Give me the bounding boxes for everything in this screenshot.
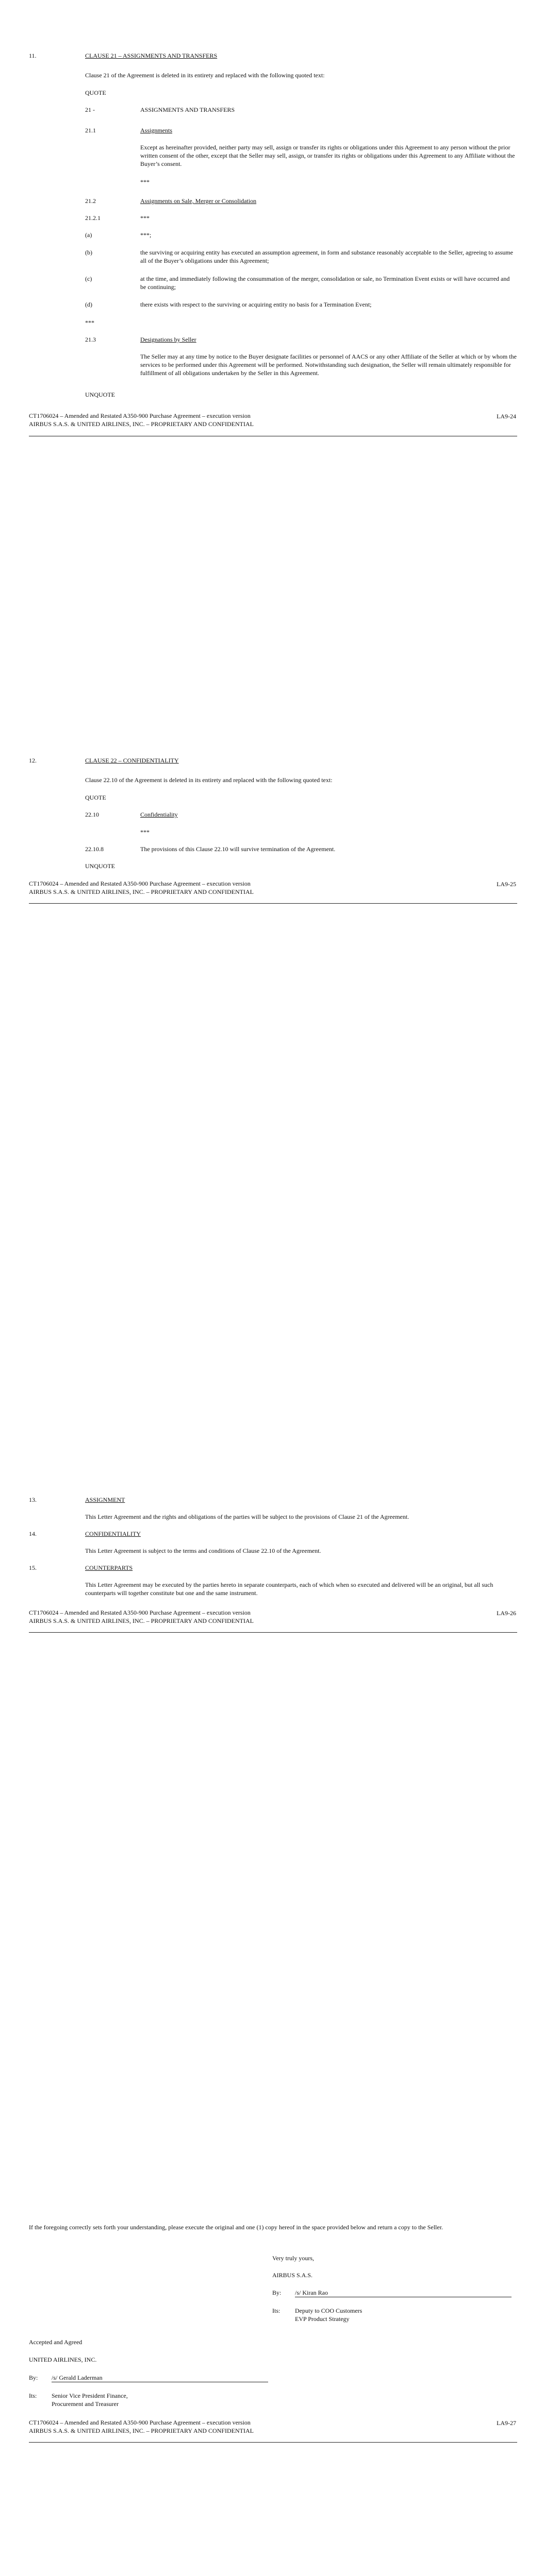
item-text: the surviving or acquiring entity has executed an assumption agreement, in form and substance reasonably acceptable to the Seller, agreeing to assume all of the Buyer’s obligations under this Agreement; [140,249,513,265]
intro-text: Clause 21 of the Agreement is deleted in its entirety and replaced with the following quoted text: [85,72,325,79]
section-text: This Letter Agreement and the rights and obligations of the parties will be subject to the provisions of Clause 21 of the Agreement. [85,1513,409,1520]
redaction-stars: *** [140,214,150,222]
page-footer [29,412,254,428]
signatory-title [52,2392,128,2408]
footer-line: CT1706024 – Amended and Restated A350-900 Purchase Agreement – execution version [29,412,251,419]
by-label: By: [29,2374,38,2381]
item-text: there exists with respect to the surviving or acquiring entity no basis for a Termination Event; [140,301,372,308]
section-number: 11. [29,52,37,59]
signature-line [295,2289,512,2297]
clause-title: Assignments [140,127,173,134]
title-line: Procurement and Treasurer [52,2400,119,2408]
by-label: By: [272,2289,282,2296]
clause-number: 21.1 [85,127,96,134]
footer-line: AIRBUS S.A.S. & UNITED AIRLINES, INC. – PROPRIETARY AND CONFIDENTIAL [29,420,254,428]
clause-number: 22.10 [85,811,99,818]
clause-title: Assignments on Sale, Merger or Consolidation [140,197,257,205]
section-number: 15. [29,1564,37,1571]
section-heading: ASSIGNMENT [85,1496,125,1503]
footer-line: CT1706024 – Amended and Restated A350-900 Purchase Agreement – execution version [29,880,251,887]
clause-number: 21.3 [85,336,96,343]
item-text: ***; [140,231,152,239]
its-label: Its: [272,2307,281,2314]
page-footer [29,2419,254,2435]
page-footer [29,1609,254,1625]
item-text: at the time, and immediately following the consummation of the merger, consolidation or sale, no Termination Event exists or will have occurred and be continuing; [140,275,510,291]
page-divider [29,2442,517,2443]
item-label: (a) [85,231,92,239]
closing-paragraph: If the foregoing correctly sets forth your understanding, please execute the original and one (1) copy hereof in the space provided below and return a copy to the Seller. [29,2224,443,2231]
accepted-label: Accepted and Agreed [29,2338,83,2346]
section-text: This Letter Agreement may be executed by the parties hereto in separate counterparts, each of which when so executed and delivered will be an original, but all such counterparts will together constitute but one and the same instrument. [85,1581,493,1597]
section-heading: CLAUSE 21 – ASSIGNMENTS AND TRANSFERS [85,52,218,59]
counterparty-company: UNITED AIRLINES, INC. [29,2356,97,2363]
redaction-stars: *** [85,319,94,326]
section-number: 13. [29,1496,37,1503]
section-number: 14. [29,1530,37,1537]
item-label: (d) [85,301,92,308]
page-divider [29,903,517,904]
title-line: Deputy to COO Customers [295,2307,362,2314]
page-number: LA9-24 [497,413,516,420]
clause-number: 21 - [85,106,95,113]
clause-title: Confidentiality [140,811,178,818]
signature: /s/ Gerald Laderman [52,2374,268,2382]
footer-line: CT1706024 – Amended and Restated A350-900 Purchase Agreement – execution version [29,2419,251,2426]
page-number: LA9-26 [497,1609,516,1617]
section-text: This Letter Agreement is subject to the terms and conditions of Clause 22.10 of the Agreement. [85,1547,321,1554]
unquote-marker: UNQUOTE [85,391,115,398]
redaction-stars: *** [140,178,150,185]
unquote-marker: UNQUOTE [85,862,115,870]
signatory-company: AIRBUS S.A.S. [272,2272,313,2279]
clause-number: 22.10.8 [85,845,104,853]
page-divider [29,1632,517,1633]
section-heading: COUNTERPARTS [85,1564,133,1571]
footer-line: AIRBUS S.A.S. & UNITED AIRLINES, INC. – PROPRIETARY AND CONFIDENTIAL [29,888,254,895]
signature-line [52,2374,268,2382]
clause-number: 21.2 [85,197,96,205]
item-label: (b) [85,249,92,256]
page-footer [29,880,254,896]
quote-marker: QUOTE [85,794,106,801]
footer-line: AIRBUS S.A.S. & UNITED AIRLINES, INC. – PROPRIETARY AND CONFIDENTIAL [29,1617,254,1624]
signature: /s/ Kiran Rao [295,2289,512,2297]
valediction: Very truly yours, [272,2255,314,2262]
intro-text: Clause 22.10 of the Agreement is deleted in its entirety and replaced with the following quoted text: [85,776,333,784]
signatory-title [295,2307,362,2323]
page-number: LA9-27 [497,2419,516,2427]
clause-text: The Seller may at any time by notice to the Buyer designate facilities or personnel of AACS or any other Affiliate of the Seller at which or by whom the services to be performed under this Agreement will be performed. Notwithstanding such designation, the Seller will remain ultimately responsible for fulfillment of all obligations undertaken by the Seller in this Agreement. [140,353,517,377]
quote-marker: QUOTE [85,89,106,96]
clause-number: 21.2.1 [85,214,101,222]
footer-line: AIRBUS S.A.S. & UNITED AIRLINES, INC. – PROPRIETARY AND CONFIDENTIAL [29,2427,254,2434]
its-label: Its: [29,2392,37,2399]
clause-text: The provisions of this Clause 22.10 will survive termination of the Agreement. [140,845,336,853]
section-number: 12. [29,757,37,764]
clause-title: Designations by Seller [140,336,196,343]
clause-title: ASSIGNMENTS AND TRANSFERS [140,106,235,113]
title-line: Senior Vice President Finance, [52,2392,128,2399]
title-line: EVP Product Strategy [295,2315,350,2323]
section-heading: CLAUSE 22 – CONFIDENTIALITY [85,757,179,764]
section-heading: CONFIDENTIALITY [85,1530,141,1537]
item-label: (c) [85,275,92,282]
footer-line: CT1706024 – Amended and Restated A350-900 Purchase Agreement – execution version [29,1609,251,1616]
page-number: LA9-25 [497,880,516,888]
redaction-stars: *** [140,828,150,836]
clause-text: Except as hereinafter provided, neither party may sell, assign or transfer its rights or obligations under this Agreement to any person without the prior written consent of the other, except that the Seller may sell, assign, or transfer its rights or obligations under this Agreement to any Affiliate without the Buyer’s consent. [140,144,515,168]
